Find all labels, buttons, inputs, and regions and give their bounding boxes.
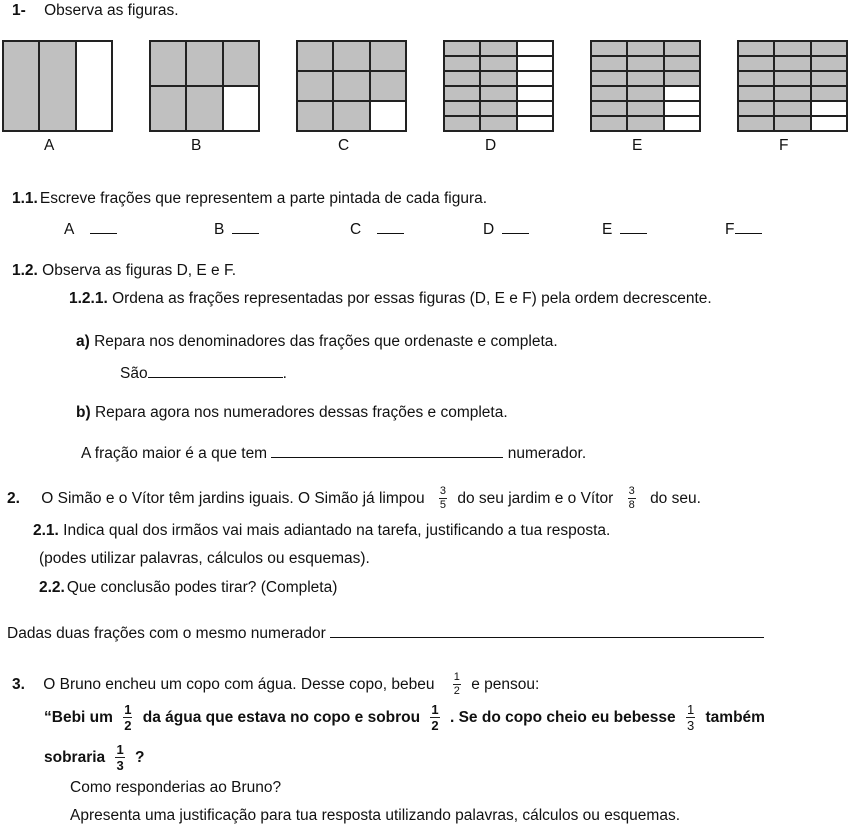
frac-den: 8 [628, 499, 635, 512]
shaded-cell [738, 56, 774, 71]
frac-den: 3 [686, 718, 695, 734]
shaded-cell [591, 71, 627, 86]
shaded-cell [444, 101, 480, 116]
figure-a [2, 40, 113, 132]
figure-label-e: E [632, 137, 643, 154]
shaded-cell [150, 86, 186, 131]
shaded-cell [150, 41, 186, 86]
unshaded-cell [811, 116, 847, 131]
shaded-cell [297, 71, 333, 101]
shaded-cell [223, 41, 259, 86]
shaded-cell [444, 41, 480, 56]
q1-2-1-prompt [69, 291, 712, 307]
frac-den: 2 [453, 685, 460, 698]
shaded-cell [480, 71, 516, 86]
shaded-cell [627, 71, 663, 86]
shaded-cell [444, 86, 480, 101]
frac-num: 1 [686, 702, 695, 718]
shaded-cell [774, 116, 810, 131]
q1-1-text: Escreve frações que representem a parte pintada de cada figura. [39, 190, 488, 207]
answer-blank[interactable] [377, 219, 404, 234]
shaded-cell [738, 86, 774, 101]
unshaded-cell [517, 86, 553, 101]
shaded-cell [774, 71, 810, 86]
shaded-cell [444, 71, 480, 86]
answer-f[interactable] [725, 219, 762, 238]
shaded-cell [480, 41, 516, 56]
figure-c [296, 40, 407, 132]
figure-label-b: B [191, 137, 202, 154]
frac-den: 3 [116, 758, 124, 774]
shaded-cell [186, 86, 222, 131]
shaded-cell [664, 71, 700, 86]
answer-e[interactable] [602, 219, 647, 238]
shaded-cell [333, 41, 369, 71]
shaded-cell [444, 56, 480, 71]
frac-num: 3 [628, 485, 635, 498]
q1-2-b-fill [81, 443, 586, 462]
q3-instruction: Apresenta uma justificação para tua resposta utilizando palavras, cálculos ou esquemas. [70, 807, 681, 824]
q2-prompt [7, 484, 701, 514]
q2-text-2: do seu jardim e o Vítor [457, 490, 614, 507]
answer-a[interactable] [64, 219, 117, 238]
shaded-cell [480, 116, 516, 131]
q1-2-number: 1.2. [12, 262, 38, 279]
unshaded-cell [517, 41, 553, 56]
fill-blank-denominators[interactable] [148, 363, 283, 378]
fill-suffix: . [282, 365, 287, 382]
unshaded-cell [223, 86, 259, 131]
q1-2-b-text: Repara agora nos numeradores dessas frações e completa. [94, 404, 508, 421]
shaded-cell [370, 71, 406, 101]
q3-number: 3. [12, 676, 25, 693]
unshaded-cell [517, 101, 553, 116]
answer-blank[interactable] [502, 219, 529, 234]
fill-suffix: numerador. [507, 445, 587, 462]
q1-2-a-prompt [76, 334, 558, 350]
q3-quote-line-2 [44, 743, 145, 773]
q1-number: 1- [12, 2, 26, 19]
q3-question: Como responderias ao Bruno? [70, 779, 282, 796]
unshaded-cell [517, 116, 553, 131]
figure-e [590, 40, 701, 132]
quote-part-1: “Bebi um [44, 709, 113, 726]
figure-d [443, 40, 554, 132]
q3-text-1: O Bruno encheu um copo com água. Desse copo, bebeu [43, 676, 435, 693]
q2-conclusion [7, 623, 764, 642]
figure-b [149, 40, 260, 132]
q1-2-1-text: Ordena as frações representadas por essas figuras (D, E e F) pela ordem decrescente. [112, 290, 712, 307]
shaded-cell [664, 41, 700, 56]
shaded-cell [738, 101, 774, 116]
fill-prefix: São [120, 365, 148, 382]
q2-1-text: Indica qual dos irmãos vai mais adiantado na tarefa, justificando a tua resposta. [63, 522, 611, 539]
shaded-cell [811, 71, 847, 86]
quote-part-6: ? [135, 749, 145, 766]
unshaded-cell [664, 101, 700, 116]
shaded-cell [480, 56, 516, 71]
unshaded-cell [370, 101, 406, 131]
q1-2-b-prompt [76, 405, 508, 421]
q2-2-text: Que conclusão podes tirar? (Completa) [66, 579, 338, 596]
shaded-cell [591, 41, 627, 56]
answer-b[interactable] [214, 219, 259, 238]
shaded-cell [39, 41, 75, 131]
fraction-1-3 [115, 743, 124, 772]
q1-1-number: 1.1. [12, 190, 38, 207]
shaded-cell [591, 56, 627, 71]
shaded-cell [774, 56, 810, 71]
q1-2-b-label: b) [76, 404, 91, 421]
figure-label-c: C [338, 137, 350, 154]
frac-num: 1 [431, 702, 439, 718]
fraction-1-2 [453, 672, 461, 697]
q3-quote-line-1 [44, 703, 765, 733]
q1-2-prompt [12, 263, 236, 279]
shaded-cell [627, 101, 663, 116]
conclusion-blank[interactable] [330, 623, 764, 638]
answer-label: E [602, 221, 613, 238]
frac-num: 1 [453, 671, 460, 684]
q2-1-note: (podes utilizar palavras, cálculos ou esquemas). [39, 550, 370, 567]
answer-c[interactable] [350, 219, 404, 238]
shaded-cell [738, 116, 774, 131]
answer-d[interactable] [483, 219, 529, 238]
shaded-cell [370, 41, 406, 71]
q1-heading [12, 3, 179, 19]
q1-2-a-fill [120, 363, 287, 382]
shaded-cell [811, 86, 847, 101]
shaded-cell [591, 101, 627, 116]
shaded-cell [627, 56, 663, 71]
shaded-cell [774, 101, 810, 116]
fraction-3-5 [439, 486, 447, 511]
shaded-cell [186, 41, 222, 86]
fill-prefix: A fração maior é a que tem [81, 445, 268, 462]
unshaded-cell [811, 101, 847, 116]
shaded-cell [480, 101, 516, 116]
shaded-cell [297, 101, 333, 131]
fraction-1-3 [686, 703, 695, 732]
q2-1-number: 2.1. [33, 522, 59, 539]
figure-label-f: F [779, 137, 789, 154]
figure-label-d: D [485, 137, 497, 154]
answer-label: B [214, 221, 225, 238]
unshaded-cell [76, 41, 112, 131]
shaded-cell [738, 71, 774, 86]
fraction-1-2 [430, 703, 439, 732]
q2-text-3: do seu. [650, 490, 701, 507]
q1-2-a-text: Repara nos denominadores das frações que ordenaste e completa. [94, 333, 558, 350]
q1-title: Observa as figuras. [44, 2, 179, 19]
conclusion-prefix: Dadas duas frações com o mesmo numerador [7, 625, 326, 642]
unshaded-cell [664, 86, 700, 101]
shaded-cell [333, 101, 369, 131]
shaded-cell [738, 41, 774, 56]
shaded-cell [774, 86, 810, 101]
figure-f [737, 40, 848, 132]
frac-num: 1 [124, 702, 132, 718]
fill-blank-numerator[interactable] [271, 443, 503, 458]
shaded-cell [811, 56, 847, 71]
q2-2-prompt [39, 580, 337, 596]
q2-1-prompt [33, 523, 610, 539]
unshaded-cell [517, 71, 553, 86]
frac-num: 3 [439, 485, 447, 498]
quote-part-2: da água que estava no copo e sobrou [142, 709, 421, 726]
quote-part-5: sobraria [44, 749, 106, 766]
q1-1-prompt [12, 191, 487, 207]
frac-den: 2 [124, 718, 132, 734]
shaded-cell [627, 86, 663, 101]
shaded-cell [480, 86, 516, 101]
quote-part-4: também [705, 709, 765, 726]
shaded-cell [297, 41, 333, 71]
figure-label-a: A [44, 137, 55, 154]
fraction-1-2 [123, 703, 132, 732]
shaded-cell [627, 116, 663, 131]
q1-2-text: Observa as figuras D, E e F. [42, 262, 236, 279]
shaded-cell [591, 116, 627, 131]
answer-label: C [350, 221, 362, 238]
answer-blank[interactable] [620, 219, 647, 234]
shaded-cell [3, 41, 39, 131]
quote-part-3: . Se do copo cheio eu bebesse [449, 709, 676, 726]
q2-number: 2. [7, 490, 20, 507]
frac-den: 2 [431, 718, 439, 734]
q3-prompt [12, 670, 539, 700]
shaded-cell [627, 41, 663, 56]
shaded-cell [333, 71, 369, 101]
answer-label: A [64, 221, 75, 238]
q2-2-number: 2.2. [39, 579, 65, 596]
shaded-cell [444, 116, 480, 131]
answer-label: F [725, 221, 735, 238]
frac-num: 1 [116, 742, 124, 758]
q1-2-1-number: 1.2.1. [69, 290, 108, 307]
shaded-cell [591, 86, 627, 101]
fraction-3-8 [628, 486, 636, 511]
q1-2-a-label: a) [76, 333, 90, 350]
answer-blank[interactable] [232, 219, 259, 234]
unshaded-cell [517, 56, 553, 71]
unshaded-cell [664, 116, 700, 131]
shaded-cell [664, 56, 700, 71]
answer-blank[interactable] [735, 219, 762, 234]
answer-label: D [483, 221, 495, 238]
shaded-cell [811, 41, 847, 56]
shaded-cell [774, 41, 810, 56]
frac-den: 5 [439, 499, 447, 512]
q2-text-1: O Simão e o Vítor têm jardins iguais. O Simão já limpou [41, 490, 425, 507]
answer-blank[interactable] [90, 219, 117, 234]
q3-text-2: e pensou: [471, 676, 540, 693]
